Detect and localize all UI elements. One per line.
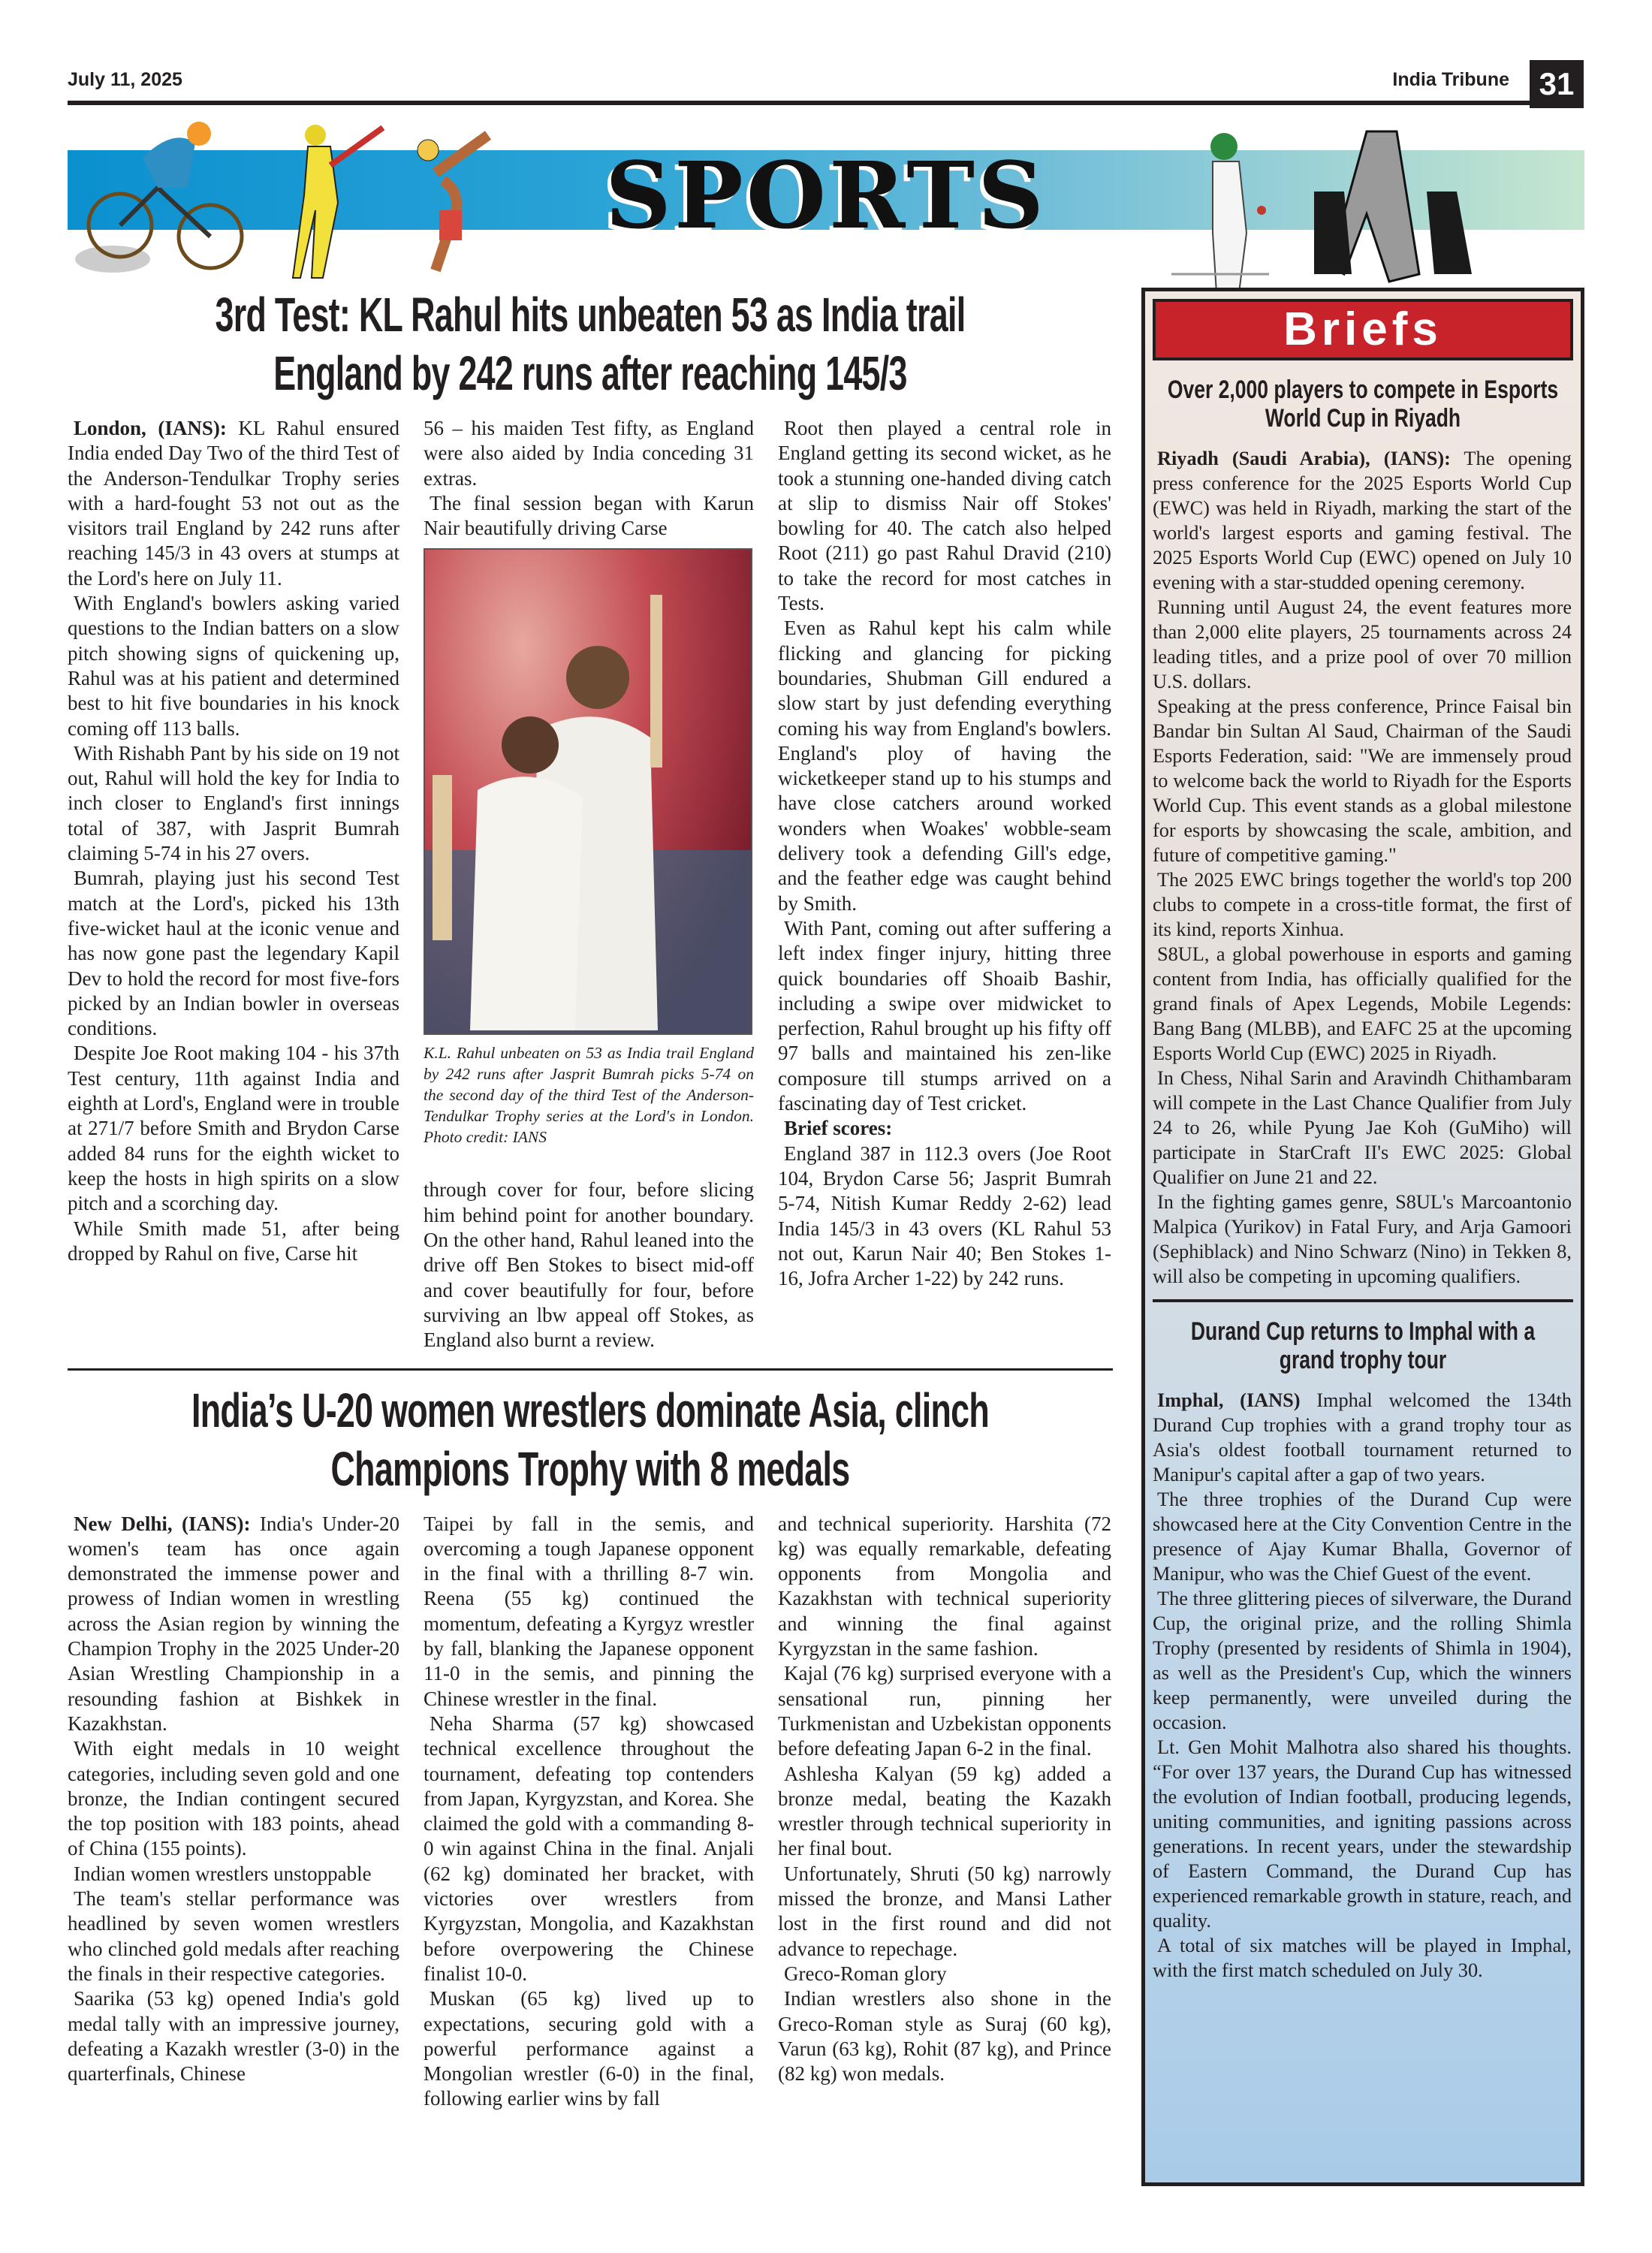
paragraph — [778, 1962, 1111, 1986]
paragraph — [778, 1142, 1111, 1292]
paragraph — [1153, 1487, 1572, 1586]
paragraph-text: England 387 in 112.3 overs (Joe Root 104, Brydon Carse 56; Jasprit Bumrah 5-74, Nitish Kumar Reddy 2-62) lead India 145/3 in 43 overs (KL Rahul 53 not out, Karun Nair 40; Ben Stokes 1-16, Jofra Archer 1-22) by 242 runs. — [778, 1142, 1111, 1290]
paragraph — [68, 866, 399, 1041]
rahul-celebration-photo — [424, 548, 752, 1035]
paragraph — [424, 491, 754, 541]
paragraph-text: The 2025 EWC brings together the world's top 200 clubs to compete in a cross-title format, the first of its kind, reports Xinhua. — [1153, 869, 1572, 940]
paragraph-text: The team's stellar performance was headlined by seven women wrestlers who clinched gold medals after reaching the finals in their respective categories. — [68, 1887, 399, 1985]
paragraph — [1153, 1066, 1572, 1190]
paragraph — [778, 1986, 1111, 2086]
paragraph-text: Speaking at the press conference, Prince Faisal bin Bandar bin Sultan Al Saud, Chairman of the Saudi Esports Federation, said: "We are immensely proud to welcome back the world to Riyadh for the Esports World Cup. This event stands as a global milestone for esports by showcasing the scale, ambition, and future of competitive gaming." — [1153, 695, 1572, 866]
article1-headline-line2: England by 242 runs after reaching 145/3 — [273, 346, 907, 400]
durand-headline-wrap — [1153, 1317, 1573, 1377]
article2-headline-wrap — [68, 1381, 1113, 1503]
paragraph — [424, 1986, 754, 2111]
paragraph-text: While Smith made 51, after being dropped by Rahul on five, Carse hit — [68, 1217, 399, 1265]
paragraph-text: Taipei by fall in the semis, and overcoming a tough Japanese opponent in the final with a thrilling 8-7 win. Reena (55 kg) continued the momentum, defeating a Kyrgyz wrestler by fall, blanking the Japanese opponent 11-0 in the semis, and pinning the Chinese wrestler in the final. — [424, 1512, 754, 1710]
paragraph-text: With eight medals in 10 weight categories, including seven gold and one bronze, the Indian contingent secured the top position with 183 points, ahead of China (155 points). — [68, 1737, 399, 1860]
header-rule — [68, 101, 1532, 105]
cricketers-image — [425, 550, 752, 1035]
briefs-divider — [1153, 1299, 1573, 1302]
dateline: Brief scores: — [784, 1117, 893, 1140]
paragraph — [68, 1041, 399, 1216]
paragraph-text: through cover for four, before slicing him behind point for another boundary. On the other hand, Rahul leaned into the drive off Ben Stokes to bisect mid-off and cover beautifully for four, before surviving an lbw appeal off Stokes, as England also burnt a review. — [424, 1178, 754, 1352]
article1-column-2-top — [424, 416, 754, 541]
volleyball-player-icon — [405, 128, 503, 278]
paragraph — [1153, 1735, 1572, 1933]
cricket-batsman-icon — [285, 120, 398, 285]
paragraph-text: and technical superiority. Harshita (72 kg) was equally remarkable, defeating opponents from Mongolia and Kazakhstan with technical superiority and winning the final against Kyrgyzstan in the same fashion. — [778, 1512, 1111, 1660]
sports-section-title: SPORTS — [604, 141, 1048, 249]
paragraph — [1153, 942, 1572, 1066]
paragraph — [1153, 694, 1572, 867]
paragraph — [424, 1712, 754, 1986]
paragraph — [68, 1217, 399, 1267]
paragraph-text: The three trophies of the Durand Cup were showcased here at the City Convention Centre in the presence of Ajay Kumar Bhalla, Governor of Manipur, who was the Chief Guest of the event. — [1153, 1488, 1572, 1585]
esports-headline — [1164, 376, 1562, 433]
paragraph — [68, 416, 399, 591]
paragraph — [778, 416, 1111, 616]
article2-column-1 — [68, 1512, 399, 2087]
paragraph-text: Muskan (65 kg) lived up to expectations, securing gold with a powerful performance against a Mongolian wrestler (6-0) in the final, following earlier wins by fall — [424, 1987, 754, 2110]
article1-headline — [74, 285, 1105, 403]
article1-column-3 — [778, 416, 1111, 1291]
paragraph — [424, 1512, 754, 1712]
paragraph-text: Root then played a central role in England getting its second wicket, as he took a stunning one-handed diving catch at slip to dismiss Nair off Stokes' bowling for 40. The catch also helped Root (211) go past Rahul Dravid (210) to take the record for most catches in Tests. — [778, 417, 1111, 615]
esports-headline-wrap — [1153, 376, 1573, 436]
paragraph — [1153, 446, 1572, 595]
paragraph — [68, 1986, 399, 2086]
paragraph-text: In Chess, Nihal Sarin and Aravindh Chithambaram will compete in the Last Chance Qualifier from July 24 to 26, while Pyung Jae Koh (GuMiho) will participate in StarCraft II's EWC 2025: Global Qualifier on June 21 and 22. — [1153, 1067, 1572, 1188]
paragraph — [1153, 595, 1572, 694]
paragraph — [68, 741, 399, 866]
esports-body — [1153, 446, 1572, 1289]
paragraph — [778, 1116, 1111, 1141]
paragraph — [68, 1736, 399, 1861]
paragraph-text: Despite Joe Root making 104 - his 37th Test century, 11th against India and eighth at Lord's, England were in trouble at 271/7 before Smith and Brydon Carse added 84 runs for the eighth wicket to keep the hosts in high spirits on a slow pitch and a scorching day. — [68, 1042, 399, 1215]
paragraph-text: With England's bowlers asking varied questions to the Indian batters on a slow pitch showing signs of quickening up, Rahul was at his patient and determined best to hit five boundaries in his knock coming off 113 balls. — [68, 592, 399, 740]
paragraph-text: KL Rahul ensured India ended Day Two of the third Test of the Anderson-Tendulkar Trophy series with a hard-fought 53 not out as the visitors trail England by 242 runs after reaching 145/3 in 43 overs at stumps at the Lord's here on July 11. — [68, 417, 400, 590]
paragraph — [68, 1887, 399, 1986]
paragraph-text: A total of six matches will be played in Imphal, with the first match scheduled on July 30. — [1153, 1935, 1572, 1981]
article1-headline-wrap — [68, 285, 1113, 407]
cricket-bowler-icon — [1171, 128, 1277, 300]
article1-headline-line1: 3rd Test: KL Rahul hits unbeaten 53 as India trail — [215, 288, 966, 342]
paragraph-text: The opening press conference for the 2025 Esports World Cup (EWC) was held in Riyadh, marking the start of the world's largest esports and gaming festival. The 2025 Esports World Cup (EWC) opened on July 10 evening with a star-studded opening ceremony. — [1153, 448, 1572, 593]
photo-caption: K.L. Rahul unbeaten on 53 as India trail England by 242 runs after Jasprit Bumrah picks 5-74 on the second day of the third Test of the Anderson-Tendulkar Trophy series at the Lord's in London. Photo credit: IANS — [424, 1044, 754, 1147]
main-content — [68, 285, 1113, 2112]
article1-column-1 — [68, 416, 399, 1266]
paragraph — [68, 591, 399, 741]
paragraph-text: Bumrah, playing just his second Test match at the Lord's, picked his 13th five-wicket haul at the iconic venue and has now gone past the legendary Kapil Dev to hold the record for most five-fors picked by an Indian bowler in overseas conditions. — [68, 867, 399, 1040]
durand-headline — [1164, 1317, 1562, 1374]
article2-column-2 — [424, 1512, 754, 2112]
article2-headline-line2: Champions Trophy with 8 medals — [330, 1441, 850, 1496]
paragraph-text: Lt. Gen Mohit Malhotra also shared his thoughts. “For over 137 years, the Durand Cup has witnessed the evolution of Indian football, producing legends, uniting communities, and igniting passions across generations. In recent years, under the stewardship of Eastern Command, the Durand Cup has experienced remarkable growth in stature, reach, and quality. — [1153, 1736, 1572, 1932]
paragraph-text: In the fighting games genre, S8UL's Marcoantonio Malpica (Yurikov) in Fatal Fury, and Arja Gamoori (Sephiblack) and Nino Schwarz (Nino) in Tekken 8, will also be competing in upcoming qualifiers. — [1153, 1191, 1572, 1287]
paragraph-text: With Pant, coming out after suffering a left index finger injury, hitting three quick boundaries off Shoaib Bashir, including a swipe over midwicket to perfection, Rahul brought up his fifty off 97 balls and maintained his zen-like composure till stumps arrived on a fascinating day of Test cricket. — [778, 916, 1111, 1115]
paragraph — [1153, 1388, 1572, 1487]
paragraph-text: Imphal welcomed the 134th Durand Cup trophies with a grand trophy tour as Asia's oldest football tournament returned to Manipur's capital after a gap of two years. — [1153, 1389, 1572, 1485]
paragraph — [778, 1862, 1111, 1962]
ice-hockey-players-icon — [1299, 124, 1487, 297]
paragraph-text: S8UL, a global powerhouse in esports and gaming content from India, has officially qualified for the grand finals of Apex Legends, Mobile Legends: Bang Bang (MLBB), and EAFC 25 at the upcoming Esports World Cup (EWC) 2025 in Riyadh. — [1153, 943, 1572, 1064]
paragraph — [778, 1762, 1111, 1862]
paragraph-text: Neha Sharma (57 kg) showcased technical excellence throughout the tournament, defeating top contenders from Japan, Kyrgyzstan, and Korea. She claimed the gold with a commanding 8-0 win against China in the final. Anjali (62 kg) dominated her bracket, with victories over wrestlers from Kyrgyzstan, Mongolia, and Kazakhstan before overpowering the Chinese finalist 10-0. — [424, 1712, 754, 1985]
paragraph-text: The final session began with Karun Nair beautifully driving Carse — [424, 491, 754, 540]
paragraph — [778, 616, 1111, 916]
paragraph — [1153, 1586, 1572, 1735]
paragraph — [424, 1178, 754, 1353]
durand-headline-line1: Durand Cup returns to Imphal with a — [1190, 1317, 1536, 1346]
paragraph — [1153, 1190, 1572, 1289]
page-number: 31 — [1530, 60, 1584, 108]
article1-column-2-bottom — [424, 1178, 754, 1353]
article1-columns — [68, 416, 1113, 1353]
paragraph-text: Indian women wrestlers unstoppable — [74, 1862, 372, 1885]
paragraph — [68, 1862, 399, 1887]
paragraph-text: Ashlesha Kalyan (59 kg) added a bronze medal, beating the Kazakh wrestler through technical superiority in her final bout. — [778, 1762, 1111, 1860]
article1-column-2 — [424, 416, 754, 1353]
durand-headline-line2: grand trophy tour — [1279, 1346, 1447, 1374]
dateline: Imphal, (IANS) — [1157, 1389, 1301, 1411]
paragraph-text: India's Under-20 women's team has once again demonstrated the immense power and prowess of Indian women in wrestling across the Asian region by winning the Champion Trophy in the 2025 Under-20 Asian Wrestling Championship in a resounding fashion at Bishkek in Kazakhstan. — [68, 1512, 399, 1735]
dateline: London, (IANS): — [74, 417, 227, 439]
paragraph-text: Greco-Roman glory — [784, 1962, 947, 1985]
briefs-title: Briefs — [1153, 299, 1573, 360]
paragraph — [778, 916, 1111, 1116]
paragraph — [1153, 1933, 1572, 1983]
article2-column-3 — [778, 1512, 1111, 2087]
paragraph-text: Saarika (53 kg) opened India's gold medal tally with an impressive journey, defeating a Kazakh wrestler (3-0) in the quarterfinals, Chinese — [68, 1987, 399, 2086]
dateline: New Delhi, (IANS): — [74, 1512, 251, 1535]
issue-date: July 11, 2025 — [68, 69, 182, 90]
paragraph — [424, 416, 754, 491]
paragraph-text: Running until August 24, the event features more than 2,000 elite players, 25 tournaments across 24 leading titles, and a prize pool of over 70 million U.S. dollars. — [1153, 596, 1572, 692]
paragraph — [68, 1512, 399, 1737]
paragraph-text: 56 – his maiden Test fifty, as England were also aided by India conceding 31 extras. — [424, 417, 754, 490]
paragraph-text: Even as Rahul kept his calm while flicking and glancing for picking boundaries, Shubman Gill endured a slow start by just defending everything coming his way from England's bowlers. England's ploy of having the wicketkeeper stand up to his stumps and have close catchers around worked wonders when Woakes' wobble-seam delivery took a defending Gill's edge, and the feather edge was caught behind by Smith. — [778, 617, 1111, 915]
paragraph — [778, 1512, 1111, 1662]
paragraph — [1153, 867, 1572, 942]
esports-headline-line2: World Cup in Riyadh — [1265, 404, 1461, 433]
cyclist-icon — [68, 113, 248, 278]
paragraph-text: Kajal (76 kg) surprised everyone with a sensational run, pinning her Turkmenistan and Uzbekistan opponents before defeating Japan 6-2 in the final. — [778, 1662, 1111, 1760]
esports-headline-line1: Over 2,000 players to compete in Esports — [1167, 376, 1559, 404]
paragraph-text: Indian wrestlers also shone in the Greco-Roman style as Suraj (60 kg), Varun (63 kg), Rohit (87 kg), and Prince (82 kg) won medals. — [778, 1987, 1111, 2086]
briefs-sidebar — [1141, 288, 1584, 2186]
article-divider — [68, 1368, 1113, 1371]
article2-columns — [68, 1512, 1113, 2112]
paragraph — [778, 1661, 1111, 1761]
paragraph-text: The three glittering pieces of silverware, the Durand Cup, the original prize, and the rolling Shimla Trophy (presented by residents of Shimla in 1904), as well as the President's Cup, which the winners keep permanently, were unveiled during the occasion. — [1153, 1588, 1572, 1733]
paragraph-text: Unfortunately, Shruti (50 kg) narrowly missed the bronze, and Mansi Lather lost in the first round and did not advance to repechage. — [778, 1862, 1111, 1960]
article2-headline-line1: India’s U-20 women wrestlers dominate Asia, clinch — [191, 1383, 990, 1437]
paragraph-text: With Rishabh Pant by his side on 19 not out, Rahul will hold the key for India to inch closer to England's first innings total of 387, with Jasprit Bumrah claiming 5-74 in his 27 overs. — [68, 741, 399, 865]
dateline: Riyadh (Saudi Arabia), (IANS): — [1157, 448, 1451, 469]
newspaper-name: India Tribune — [1392, 69, 1509, 90]
article2-headline — [74, 1381, 1105, 1498]
durand-body — [1153, 1388, 1572, 1983]
